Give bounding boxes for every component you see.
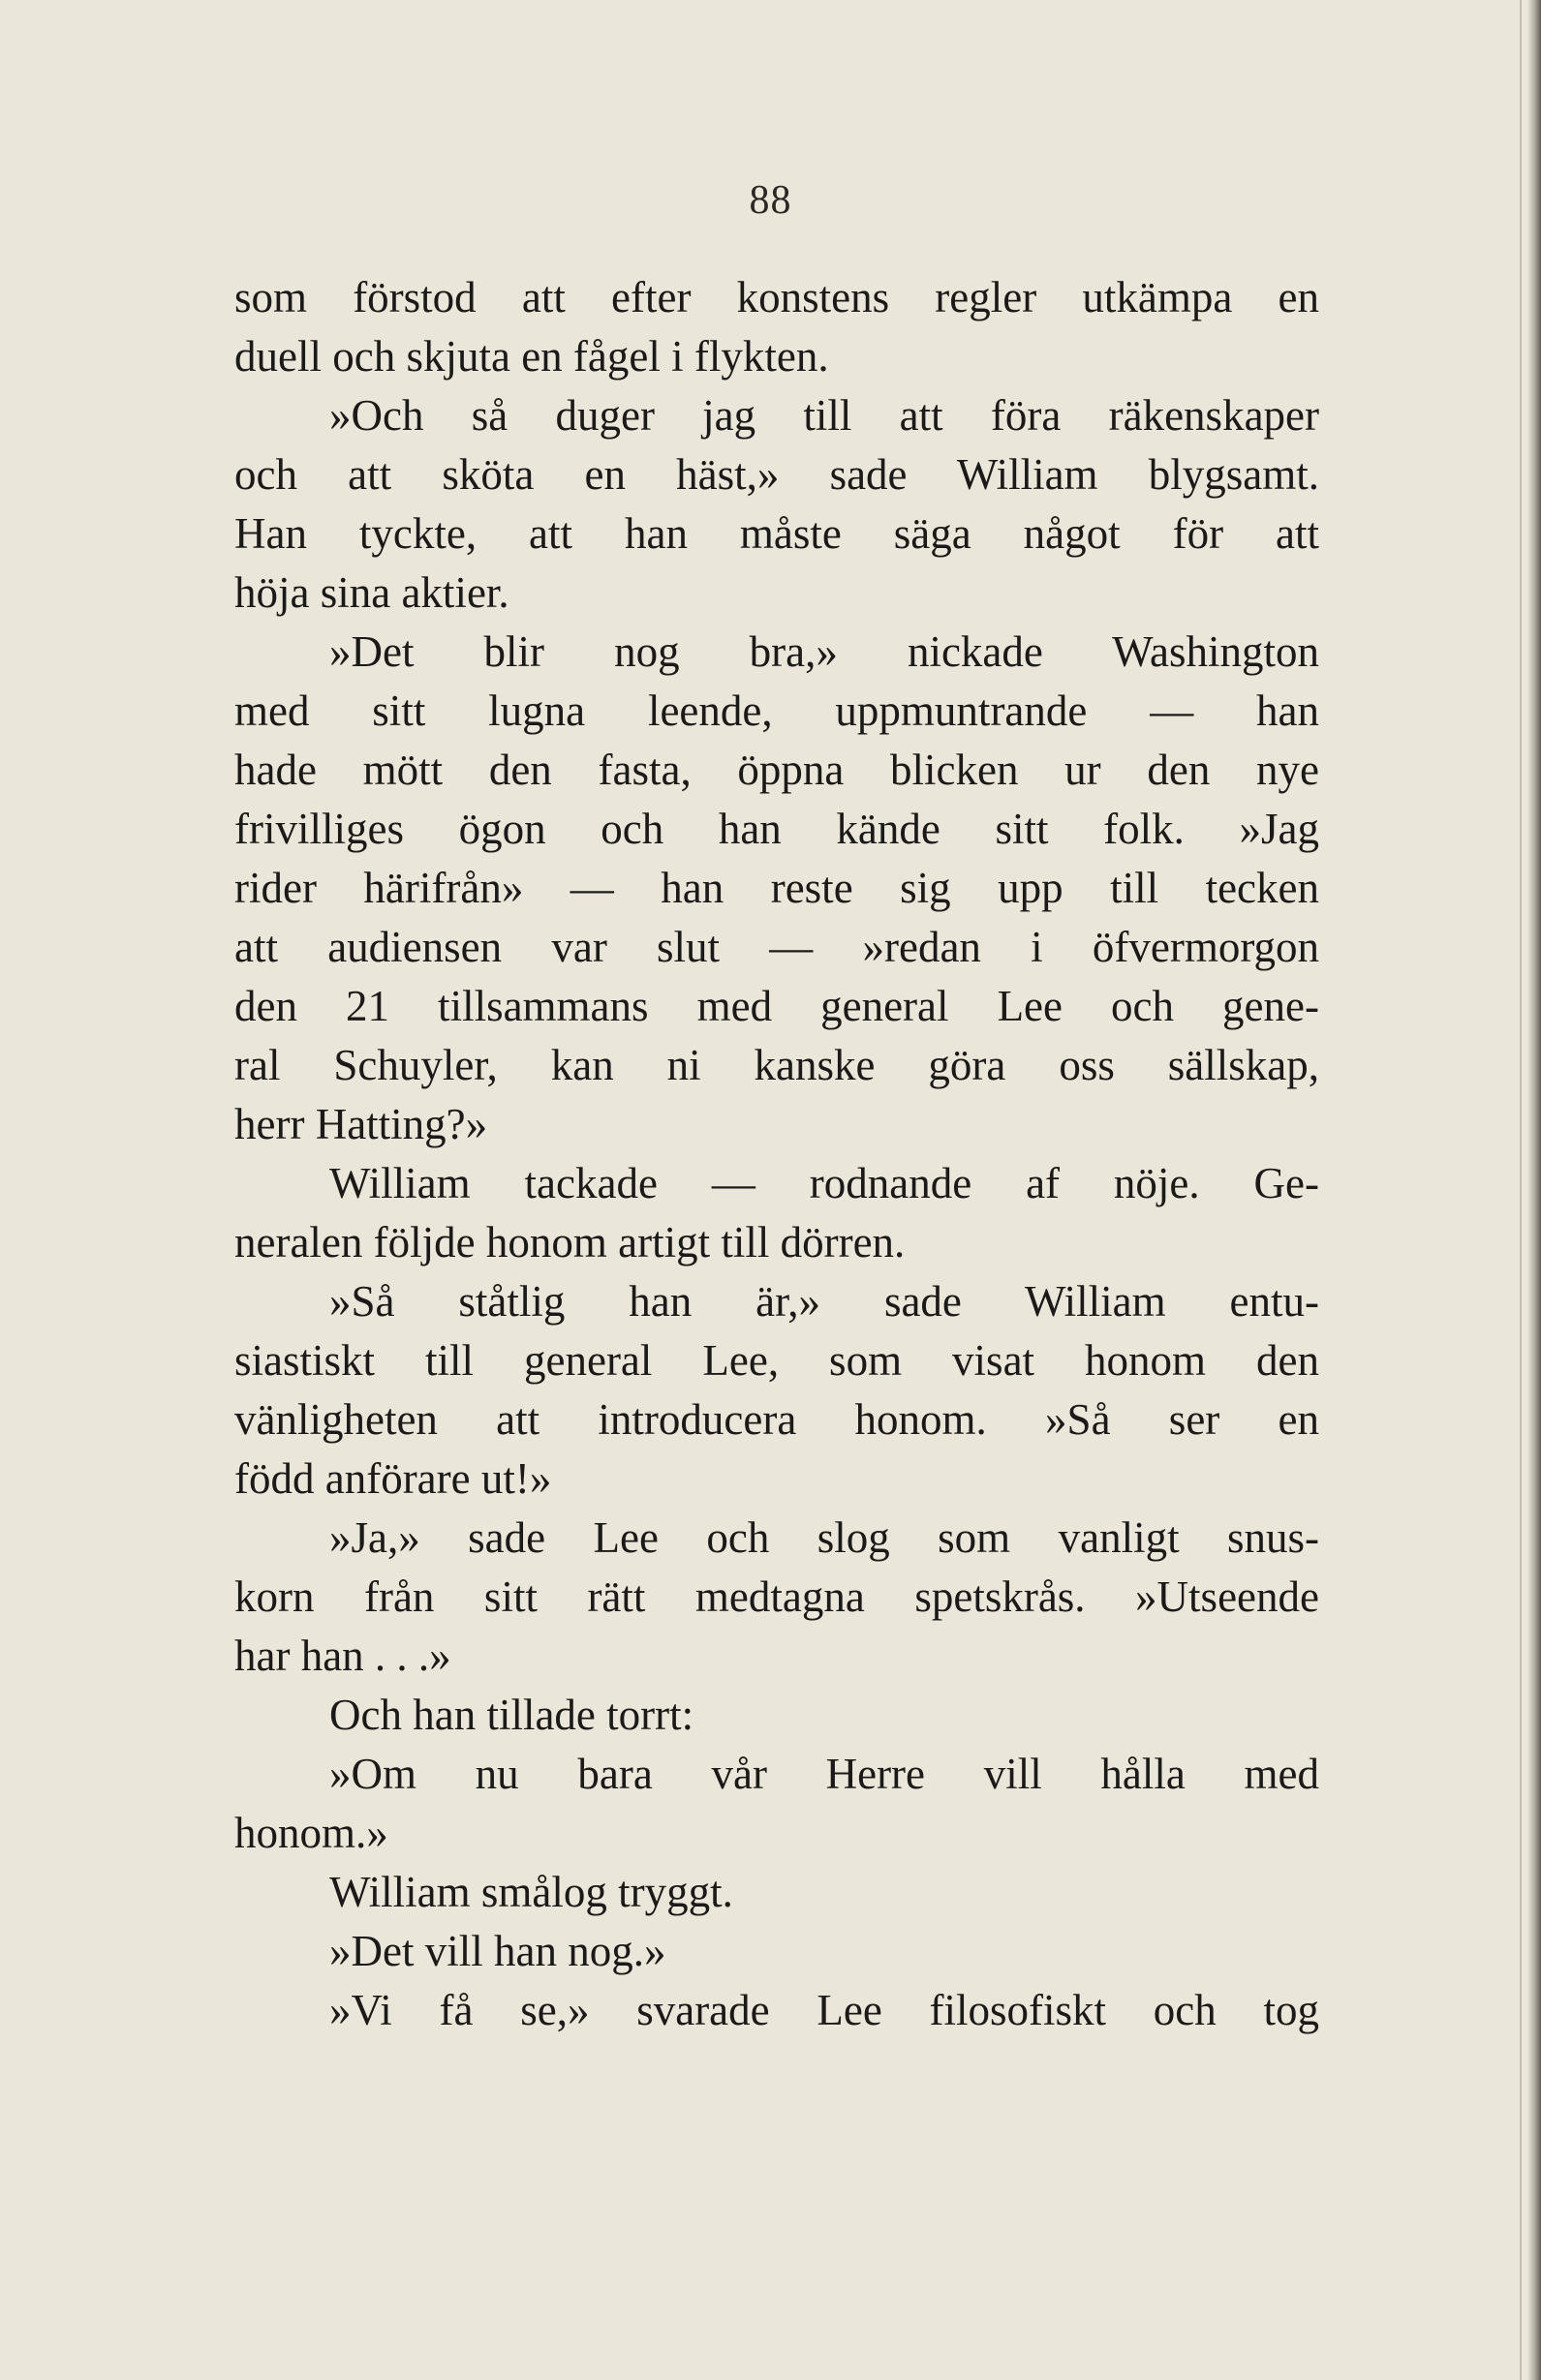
text-line: neralen följde honom artigt till dörren.	[234, 1218, 906, 1266]
text-line: »Det vill han nog.»	[329, 1927, 666, 1975]
text-line: född anförare ut!»	[234, 1454, 552, 1503]
text-line: herr Hatting?»	[234, 1100, 488, 1148]
text-line: med sitt lugna leende, uppmuntrande — han	[234, 687, 1319, 735]
text-line: duell och skjuta en fågel i flykten.	[234, 332, 829, 381]
body-text	[234, 268, 1319, 2040]
text-line: William smålog tryggt.	[329, 1868, 733, 1916]
text-line: och att sköta en häst,» sade William blygsamt.	[234, 450, 1319, 499]
page-number: 88	[749, 178, 792, 223]
text-line: har han . . .»	[234, 1632, 451, 1680]
page-edge-line	[1520, 0, 1522, 2380]
text-line: som förstod att efter konstens regler utkämpa en	[234, 273, 1319, 321]
text-line: hade mött den fasta, öppna blicken ur den nye	[234, 746, 1319, 794]
text-line: ral Schuyler, kan ni kanske göra oss sällskap,	[234, 1041, 1319, 1089]
text-line: »Och så duger jag till att föra räkenskaper	[329, 391, 1319, 440]
text-line: Och han tillade torrt:	[329, 1691, 694, 1739]
text-line: rider härifrån» — han reste sig upp till tecken	[234, 864, 1319, 912]
text-line: honom.»	[234, 1809, 388, 1857]
text-line: att audiensen var slut — »redan i öfvermorgon	[234, 923, 1319, 971]
text-line: »Det blir nog bra,» nickade Washington	[329, 627, 1319, 676]
text-line: »Om nu bara vår Herre vill hålla med	[329, 1750, 1319, 1798]
text-line: »Vi få se,» svarade Lee filosofiskt och tog	[329, 1986, 1319, 2034]
text-line: Han tyckte, att han måste säga något för att	[234, 509, 1319, 558]
text-line: siastiskt till general Lee, som visat honom den	[234, 1336, 1319, 1385]
text-line: frivilliges ögon och han kände sitt folk. »Jag	[234, 805, 1319, 853]
text-line: den 21 tillsammans med general Lee och gene-	[234, 982, 1319, 1030]
text-line: höja sina aktier.	[234, 568, 509, 617]
page-edge-shadow	[1527, 0, 1541, 2380]
text-line: korn från sitt rätt medtagna spetskrås. »Utseende	[234, 1572, 1319, 1621]
text-line: William tackade — rodnande af nöje. Ge-	[329, 1159, 1319, 1207]
text-line: »Så ståtlig han är,» sade William entu-	[329, 1277, 1319, 1326]
text-line: »Ja,» sade Lee och slog som vanligt snus-	[329, 1513, 1319, 1562]
text-line: vänligheten att introducera honom. »Så ser en	[234, 1395, 1319, 1444]
